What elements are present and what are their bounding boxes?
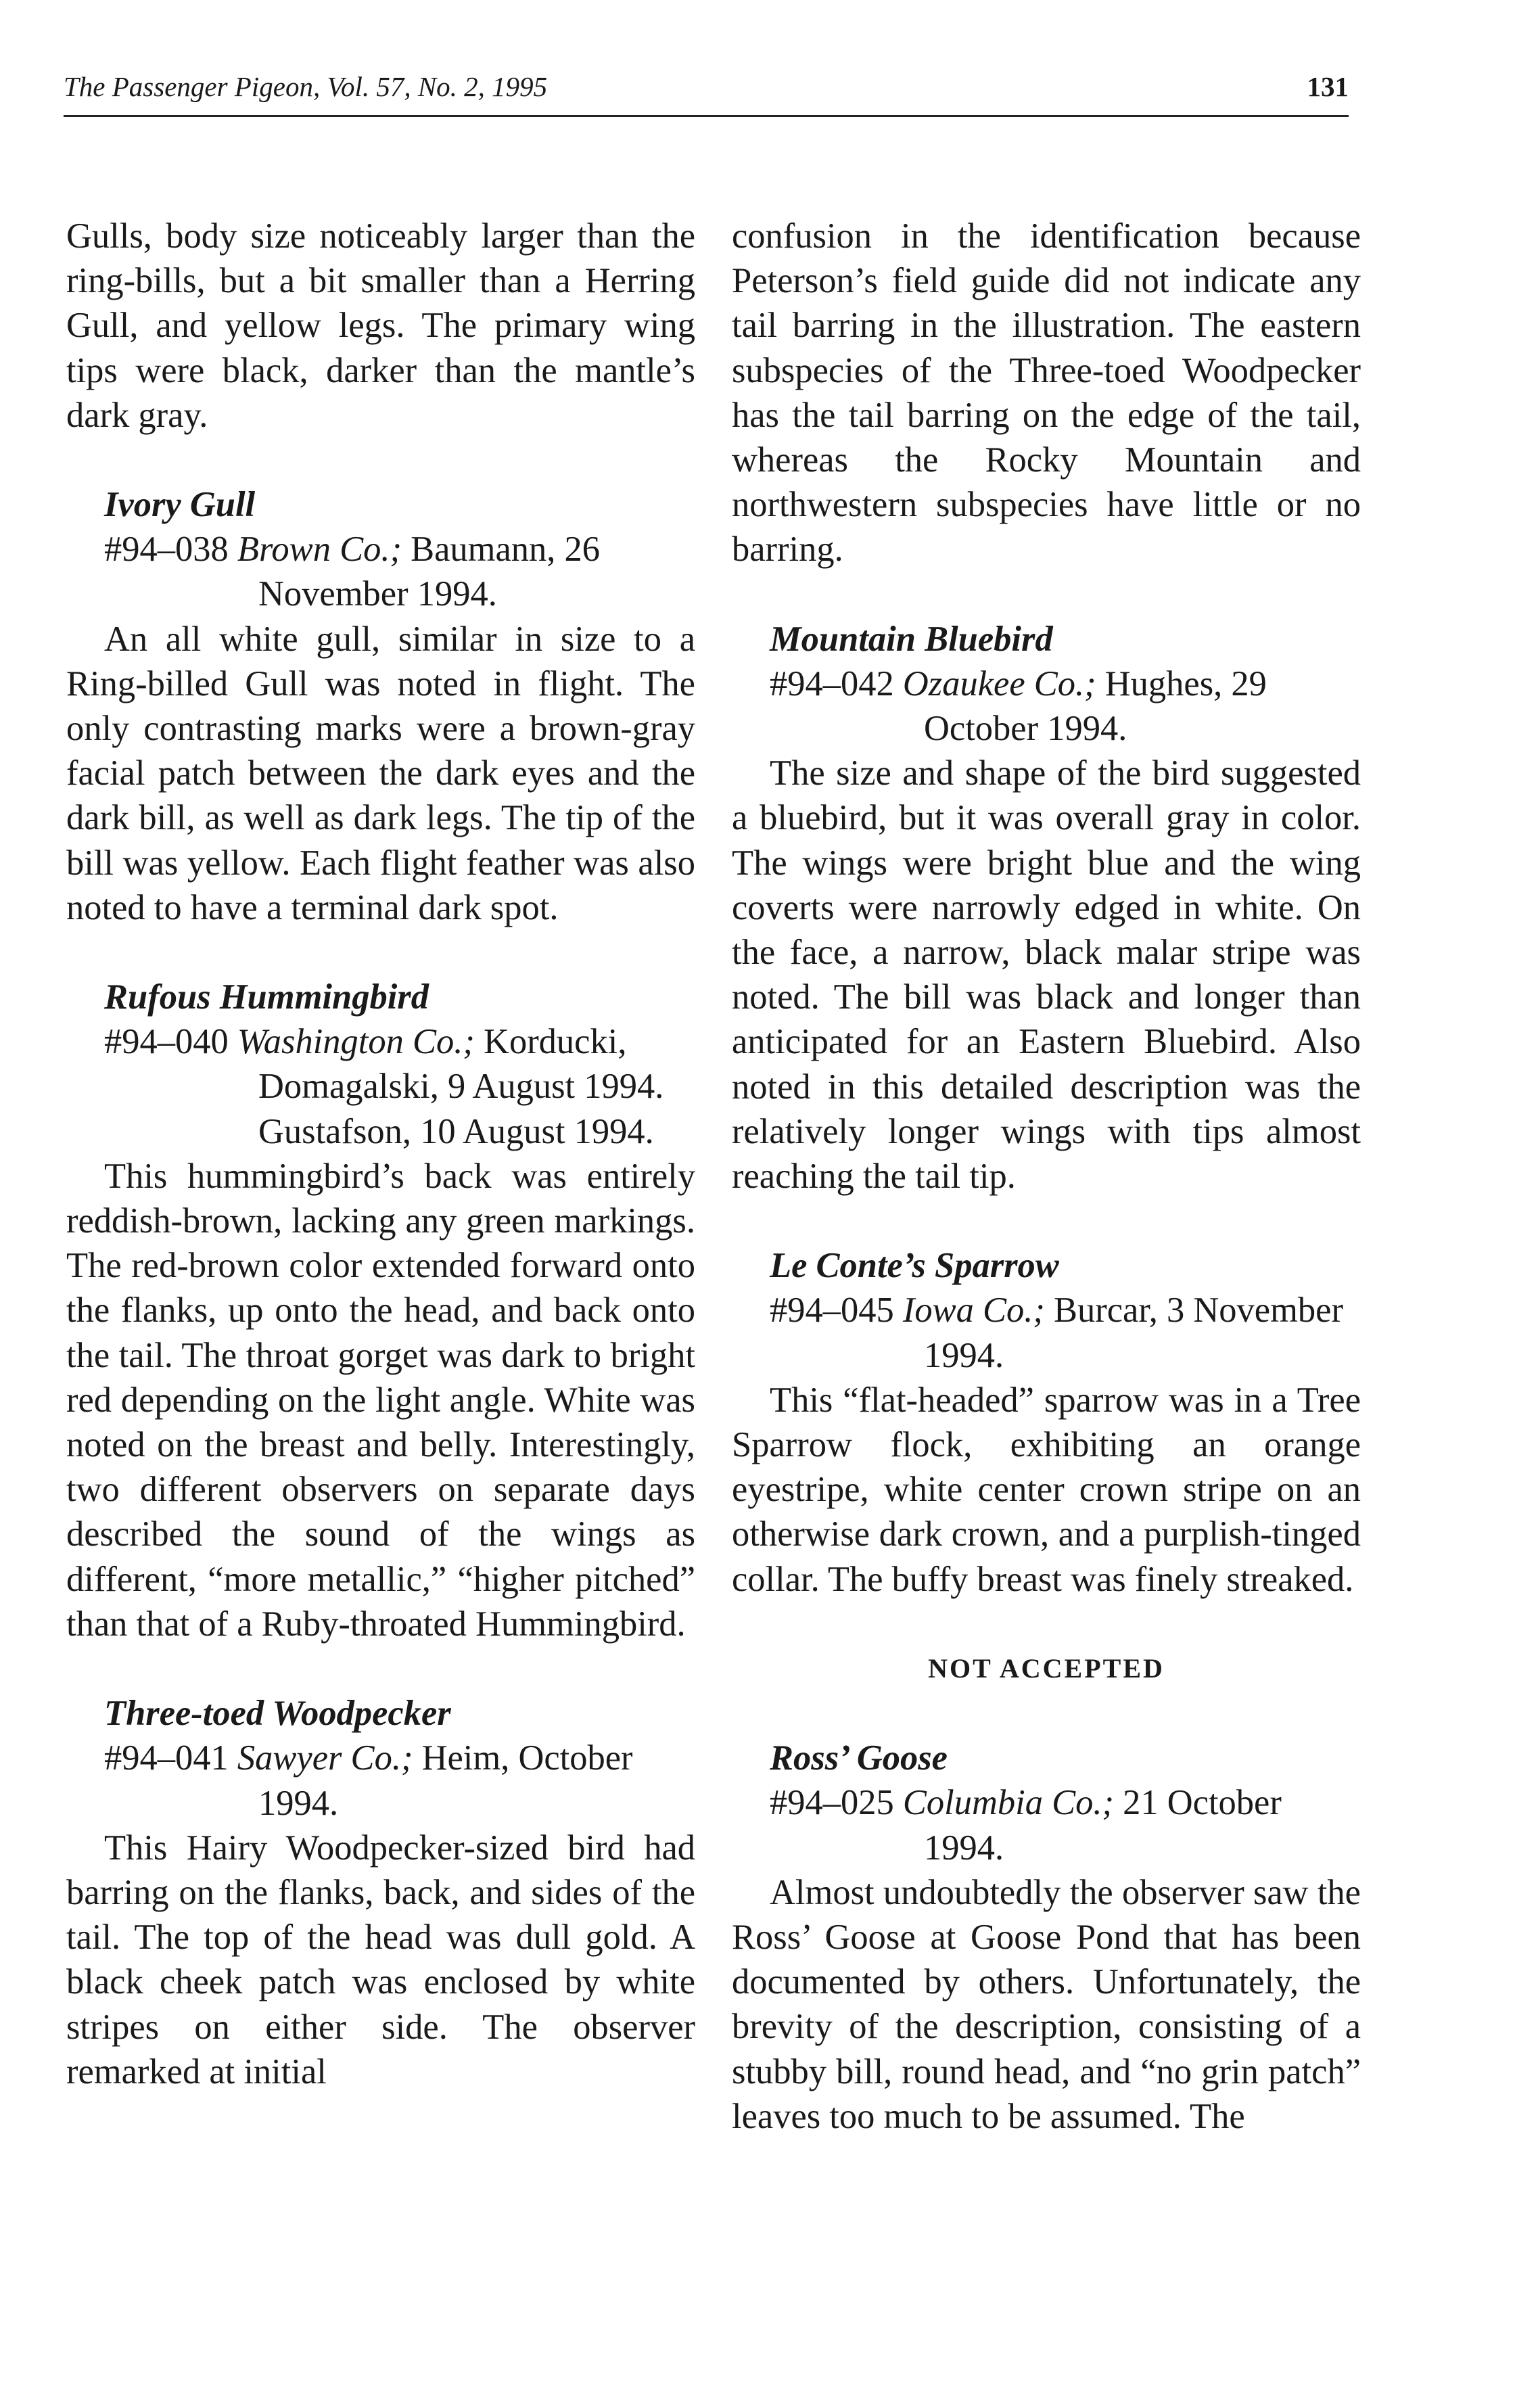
right-column [732,214,1361,2139]
species-heading-rufous-hummingbird: Rufous Hummingbird [104,977,429,1017]
observer-date: Baumann, 26 November 1994. [258,530,601,614]
county: Iowa Co.; [902,1291,1045,1330]
header-rule [64,115,1349,117]
description-mountain-bluebird: The size and shape of the bird suggested a bluebird, but it was overall gray in color. The wings were bright blue and the wing coverts were narrowly edged in white. On the face, a narrow, black malar stripe was noted. The bill was black and longer than anticipated for an Eastern Bluebird. Also noted in this detailed description was the relatively longer wings with tips almost reaching the tail tip. [732,754,1361,1197]
record-number: #94–038 [104,530,229,570]
record-entry-mountain-bluebird [732,662,1361,751]
description-ross-goose: Almost undoubtedly the observer saw the Ross’ Goose at Goose Pond that has been documented by others. Unfortunately, the brevity of the description, consisting of a stubby bill, round head, and “no grin patch” leaves too much to be assumed. The [732,1872,1361,2136]
observer-date: Hughes, 29 October 1994. [924,664,1267,749]
gull-description-continued: Gulls, body size noticeably larger than the ring-bills, but a bit smaller than a Herring Gull, and yellow legs. The primary wing tips were black, darker than the mantle’s dark gray. [66,216,695,435]
record-number: #94–041 [104,1738,229,1778]
record-number: #94–025 [770,1783,894,1823]
record-entry-ivory-gull [66,527,695,616]
left-column [66,214,695,2094]
record-number: #94–045 [770,1291,894,1330]
observer-date: Korducki, Domagalski, 9 August 1994. Gustafson, 10 August 1994. [258,1022,664,1151]
species-heading-le-contes-sparrow: Le Conte’s Sparrow [770,1246,1059,1286]
county: Ozaukee Co.; [902,664,1096,703]
record-entry-rufous-hummingbird [66,1019,695,1154]
woodpecker-description-continued: confusion in the identification because Peterson’s field guide did not indicate any tail barring in the illustration. The eastern subspecies of the Three-toed Woodpecker has the tail barring on the edge of the tail, whereas the Rocky Mountain and northwestern subspecies have little or no barring. [732,216,1361,570]
running-header [64,70,1349,118]
species-heading-three-toed-woodpecker: Three-toed Woodpecker [104,1694,451,1734]
record-number: #94–042 [770,664,894,703]
record-entry-three-toed-woodpecker [66,1736,695,1825]
journal-citation: The Passenger Pigeon, Vol. 57, No. 2, 1995 [64,71,548,102]
county: Sawyer Co.; [237,1738,413,1778]
species-heading-ivory-gull: Ivory Gull [104,485,256,525]
description-le-contes-sparrow: This “flat-headed” sparrow was in a Tree Sparrow flock, exhibiting an orange eyestripe, white center crown stripe on an otherwise dark crown, and a purplish-tinged collar. The buffy breast was finely streaked. [732,1380,1361,1599]
county: Brown Co.; [237,530,402,570]
page-number: 131 [1307,71,1349,102]
county: Washington Co.; [237,1022,475,1062]
county: Columbia Co.; [902,1783,1114,1823]
description-three-toed-woodpecker: This Hairy Woodpecker-sized bird had barring on the flanks, back, and sides of the tail. The top of the head was dull gold. A black cheek patch was enclosed by white stripes on either side. The observer remarked at initial [66,1828,695,2091]
record-number: #94–040 [104,1022,229,1062]
observer-date: Heim, October 1994. [258,1738,633,1823]
species-heading-ross-goose: Ross’ Goose [770,1738,948,1778]
record-entry-ross-goose [732,1780,1361,1870]
record-entry-le-contes-sparrow [732,1288,1361,1377]
section-heading-not-accepted: NOT ACCEPTED [928,1652,1165,1684]
species-heading-mountain-bluebird: Mountain Bluebird [770,619,1053,659]
observer-date: Burcar, 3 November 1994. [924,1291,1343,1375]
description-ivory-gull: An all white gull, similar in size to a Ring-billed Gull was noted in flight. The only contrasting marks were a brown-gray facial patch between the dark eyes and the dark bill, as well as dark legs. The tip of the bill was yellow. Each flight feather was also noted to have a terminal dark spot. [66,619,695,927]
description-rufous-hummingbird: This hummingbird’s back was entirely reddish-brown, lacking any green markings. The red-brown color extended forward onto the flanks, up onto the head, and back onto the tail. The throat gorget was dark to bright red depending on the light angle. White was noted on the breast and belly. Interestingly, two different observers on separate days described the sound of the wings as different, “more metallic,” “higher pitched” than that of a Ruby-throated Hummingbird. [66,1156,695,1644]
observer-date: 21 October 1994. [924,1783,1282,1868]
